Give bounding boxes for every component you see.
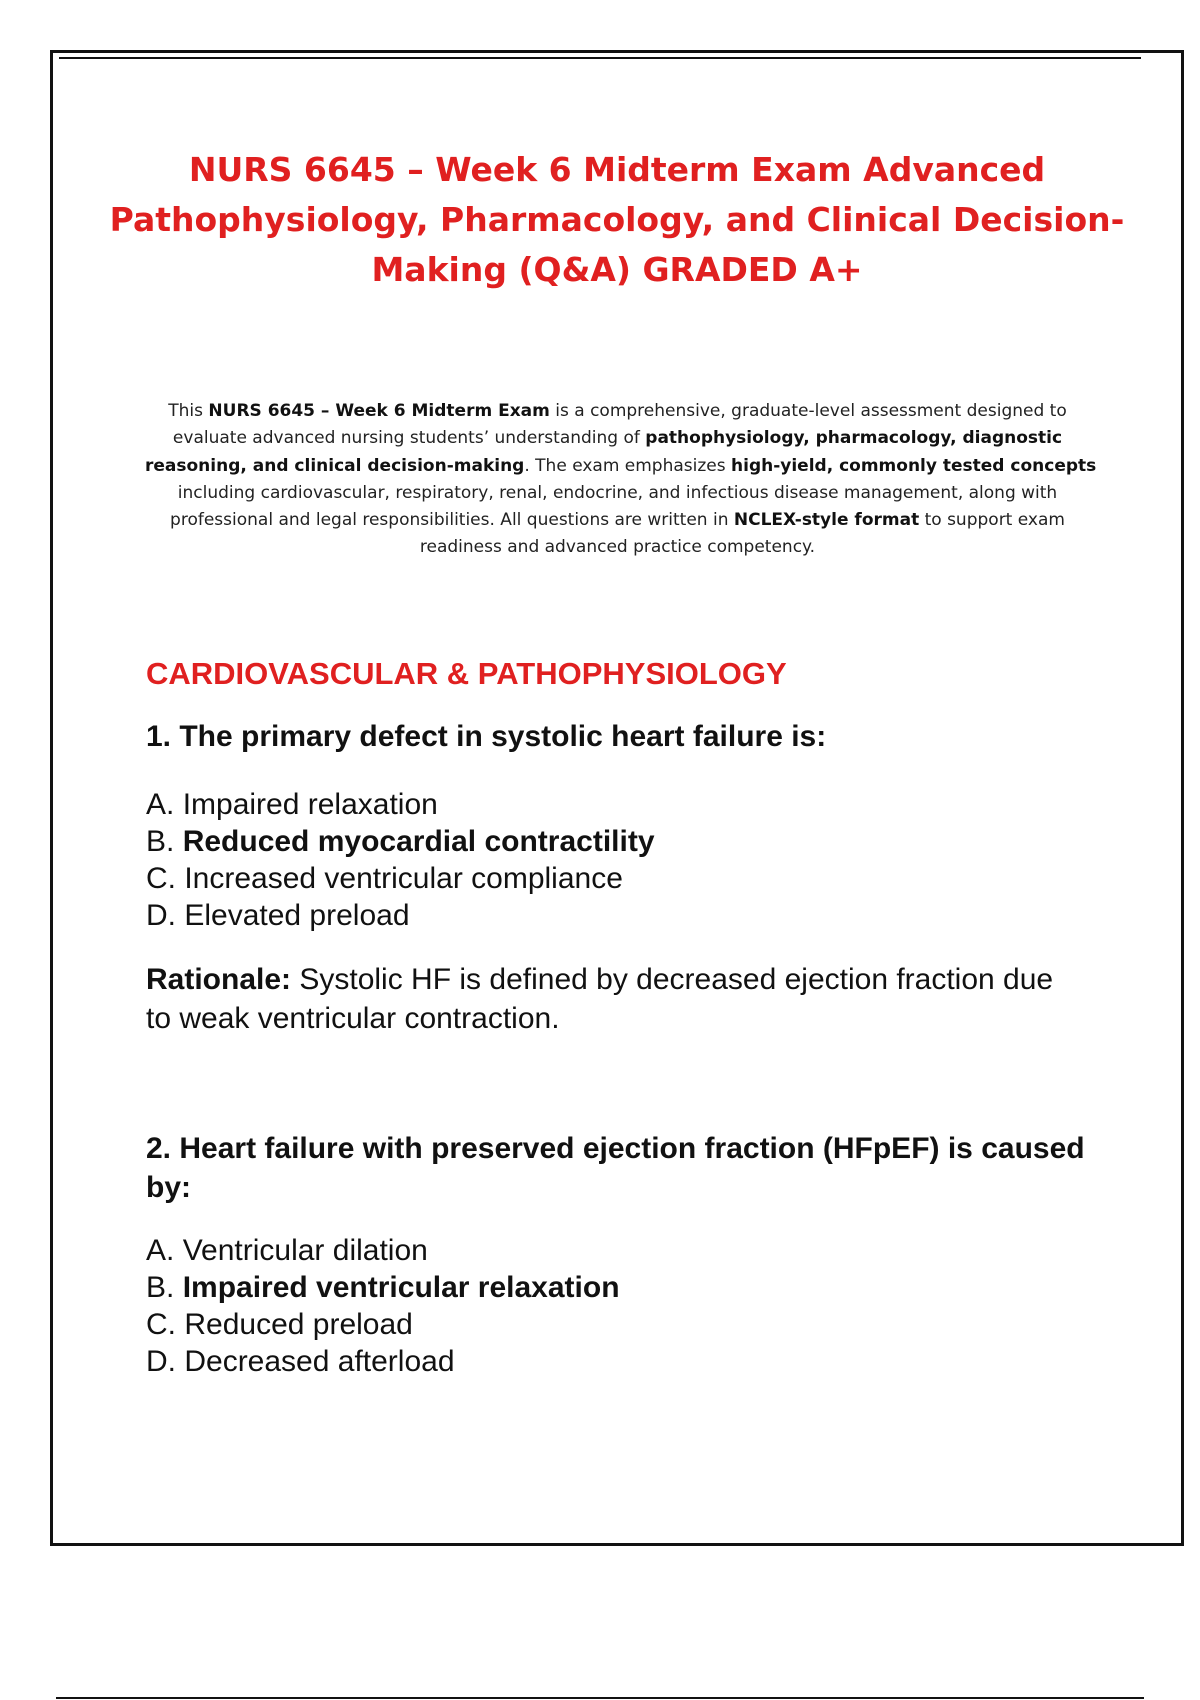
intro-line-2 [145,425,1090,452]
document-title [100,145,1134,295]
option-d [146,897,655,934]
option-c [146,1306,620,1343]
option-letter: B. [146,825,183,858]
question-1-rationale [146,960,1086,1038]
intro-line-5 [145,507,1090,534]
intro-text: to support exam [919,510,1065,531]
option-c [146,860,655,897]
title-line-3: Making (Q&A) GRADED A+ [371,250,863,289]
intro-bold: reasoning, and clinical decision-making [145,455,525,476]
intro-text: evaluate advanced nursing students’ understanding of [172,428,646,449]
title-line-2: Pathophysiology, Pharmacology, and Clinical Decision- [109,200,1125,239]
title-line-1: NURS 6645 – Week 6 Midterm Exam Advanced [188,150,1046,189]
intro-line-4: including cardiovascular, respiratory, renal, endocrine, and infectious disease management, along with [177,482,1058,503]
option-d [146,1343,620,1380]
top-rule [59,57,1141,59]
option-b [146,823,655,860]
option-text: Increased ventricular compliance [184,862,623,895]
option-a [146,786,655,823]
option-a [146,1232,620,1269]
option-b [146,1269,620,1306]
option-letter: B. [146,1271,183,1304]
intro-bold: high-yield, commonly tested concepts [731,455,1097,476]
question-2-options [146,1232,620,1380]
option-letter: D. [146,1345,185,1378]
option-text: Impaired relaxation [182,788,438,821]
correct-answer: Impaired ventricular relaxation [182,1271,620,1304]
intro-line-3 [145,453,1097,480]
question-1-prompt: 1. The primary defect in systolic heart failure is: [146,720,827,753]
intro-bold: pathophysiology, pharmacology, diagnostic [645,428,1063,449]
option-text: Elevated preload [184,899,410,932]
option-letter: A. [146,1234,183,1267]
bottom-rule [56,1697,1144,1699]
intro-line-1 [145,398,1090,425]
option-letter: A. [146,788,183,821]
intro-text: is a comprehensive, graduate-level assessment designed to [549,401,1067,421]
intro-text: professional and legal responsibilities. All questions are written in [170,510,734,531]
intro-bold: NURS 6645 – Week 6 Midterm Exam [208,401,550,421]
option-letter: C. [146,1308,185,1341]
intro-text: . The exam emphasizes [524,455,732,476]
option-text: Decreased afterload [184,1345,455,1378]
question-2-prompt: 2. Heart failure with preserved ejection fraction (HFpEF) is caused by: [146,1132,1085,1204]
question-1-options [146,786,655,934]
option-letter: D. [146,899,185,932]
intro-paragraph [145,398,1097,562]
rationale-text: Systolic HF is defined by decreased ejection fraction due to weak ventricular contraction. [146,963,1054,1035]
intro-text: This [168,401,209,421]
intro-line-6: readiness and advanced practice competency. [419,537,816,558]
section-heading: CARDIOVASCULAR & PATHOPHYSIOLOGY [146,656,787,691]
option-text: Reduced preload [184,1308,413,1341]
rationale-label: Rationale: [146,963,292,996]
correct-answer: Reduced myocardial contractility [182,825,655,858]
option-text: Ventricular dilation [182,1234,428,1267]
intro-bold: NCLEX-style format [733,510,920,531]
option-letter: C. [146,862,185,895]
